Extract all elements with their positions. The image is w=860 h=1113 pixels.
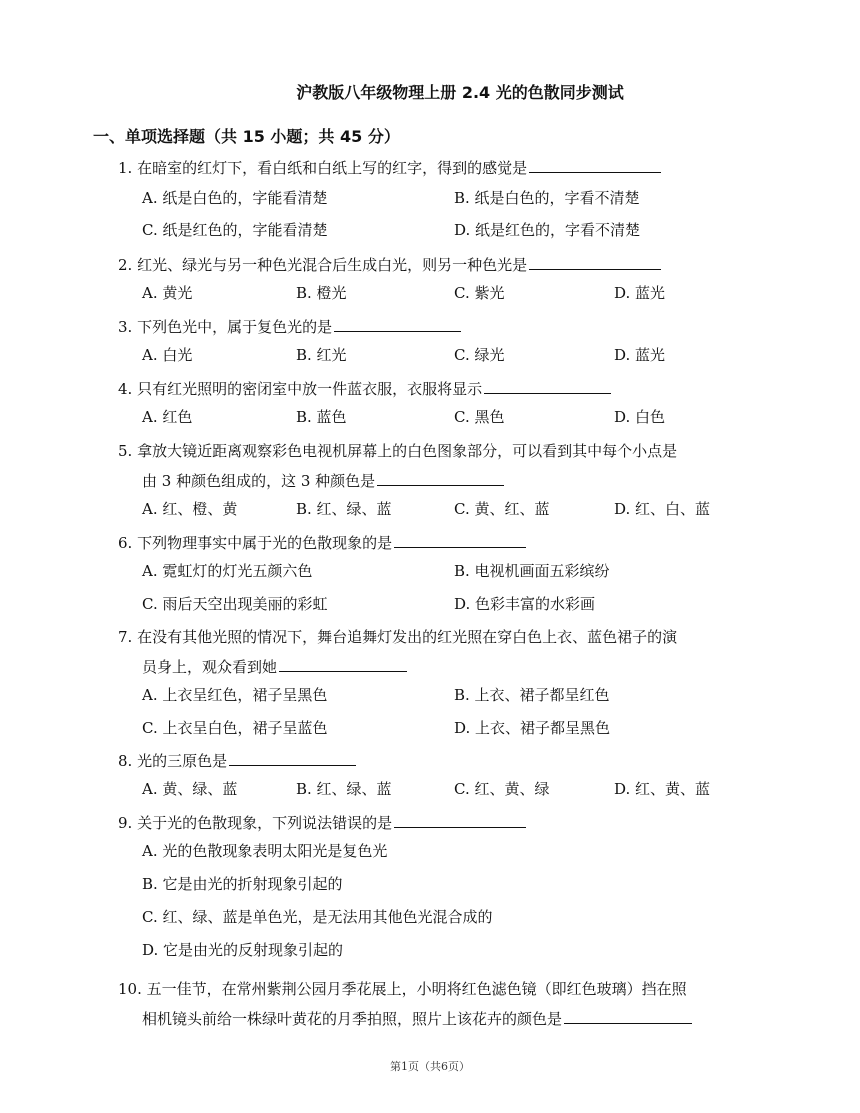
option-c: C. 纸是红色的，字能看清楚 (142, 221, 328, 239)
option-c: C. 雨后天空出现美丽的彩虹 (142, 595, 328, 613)
option-d: D. 纸是红色的，字看不清楚 (454, 221, 641, 239)
question-text: 在没有其他光照的情况下，舞台追舞灯发出的红光照在穿白色上衣、蓝色裙子的演 (137, 628, 678, 646)
question-text-continued: 相机镜头前给一株绿叶黄花的月季拍照，照片上该花卉的颜色是 (142, 1010, 563, 1028)
option-b: B. 电视机画面五彩缤纷 (454, 562, 610, 580)
question-text: 下列物理事实中属于光的色散现象的是 (137, 534, 393, 552)
section-heading: 一、单项选择题（共 15 小题；共 45 分） (93, 127, 400, 146)
question-number: 1. (118, 159, 133, 177)
option-b: B. 红光 (296, 346, 347, 364)
option-d: D. 蓝光 (614, 346, 666, 364)
question-9 (118, 808, 768, 838)
question-number: 4. (118, 380, 133, 398)
question-number: 7. (118, 628, 133, 646)
question-number: 3. (118, 318, 133, 336)
question-1 (118, 153, 768, 183)
question-number: 6. (118, 534, 133, 552)
options-5 (142, 498, 782, 520)
question-10 (118, 974, 768, 1004)
question-4 (118, 374, 768, 404)
question-5 (118, 436, 768, 466)
question-text-continued: 员身上，观众看到她 (142, 658, 278, 676)
question-number: 9. (118, 814, 133, 832)
option-a: A. 纸是白色的，字能看清楚 (142, 189, 328, 207)
options-3 (142, 344, 782, 366)
option-b: B. 红、绿、蓝 (296, 500, 392, 518)
answer-blank (377, 467, 504, 486)
question-8 (118, 746, 768, 776)
question-7-line-2 (142, 652, 762, 682)
options-1 (142, 187, 782, 247)
question-text: 光的三原色是 (137, 752, 228, 770)
option-a: A. 黄、绿、蓝 (142, 780, 238, 798)
options-9 (142, 840, 782, 970)
options-4 (142, 406, 782, 428)
options-7 (142, 684, 782, 744)
option-b: B. 上衣、裙子都呈红色 (454, 686, 610, 704)
question-text: 只有红光照明的密闭室中放一件蓝衣服，衣服将显示 (137, 380, 483, 398)
question-text: 关于光的色散现象，下列说法错误的是 (137, 814, 393, 832)
question-10-line-2 (142, 1004, 762, 1034)
option-a: A. 上衣呈红色，裙子呈黑色 (142, 686, 328, 704)
question-number: 2. (118, 256, 133, 274)
option-c: C. 红、绿、蓝是单色光，是无法用其他色光混合成的 (142, 908, 493, 926)
question-2 (118, 250, 768, 280)
question-7 (118, 622, 768, 652)
question-text-continued: 由 3 种颜色组成的，这 3 种颜色是 (142, 472, 376, 490)
answer-blank (484, 375, 611, 394)
page-title: 沪教版八年级物理上册 2.4 光的色散同步测试 (296, 83, 624, 102)
option-b: B. 红、绿、蓝 (296, 780, 392, 798)
question-6 (118, 528, 768, 558)
option-b: B. 它是由光的折射现象引起的 (142, 875, 343, 893)
answer-blank (279, 653, 407, 672)
option-c: C. 紫光 (454, 284, 505, 302)
question-number: 10. (118, 980, 142, 998)
option-d: D. 色彩丰富的水彩画 (454, 595, 596, 613)
option-b: B. 橙光 (296, 284, 347, 302)
question-text: 下列色光中，属于复色光的是 (137, 318, 333, 336)
option-c: C. 绿光 (454, 346, 505, 364)
question-text: 红光、绿光与另一种色光混合后生成白光，则另一种色光是 (137, 256, 528, 274)
option-c: C. 上衣呈白色，裙子呈蓝色 (142, 719, 328, 737)
question-text: 拿放大镜近距离观察彩色电视机屏幕上的白色图象部分，可以看到其中每个小点是 (137, 442, 678, 460)
option-d: D. 上衣、裙子都呈黑色 (454, 719, 611, 737)
option-d: D. 红、白、蓝 (614, 500, 711, 518)
answer-blank (529, 251, 661, 270)
option-b: B. 蓝色 (296, 408, 347, 426)
answer-blank (394, 809, 526, 828)
option-c: C. 黑色 (454, 408, 505, 426)
option-c: C. 黄、红、蓝 (454, 500, 550, 518)
option-a: A. 红、橙、黄 (142, 500, 238, 518)
options-2 (142, 282, 782, 304)
answer-blank (529, 154, 661, 173)
options-8 (142, 778, 782, 800)
page-footer: 第1页（共6页） (390, 1060, 470, 1073)
answer-blank (334, 313, 461, 332)
question-number: 5. (118, 442, 133, 460)
question-text: 五一佳节，在常州紫荆公园月季花展上，小明将红色滤色镜（即红色玻璃）挡在照 (146, 980, 687, 998)
option-c: C. 红、黄、绿 (454, 780, 550, 798)
answer-blank (564, 1005, 692, 1024)
option-d: D. 蓝光 (614, 284, 666, 302)
option-a: A. 黄光 (142, 284, 193, 302)
answer-blank (229, 747, 356, 766)
option-d: D. 白色 (614, 408, 666, 426)
option-d: D. 它是由光的反射现象引起的 (142, 941, 344, 959)
question-number: 8. (118, 752, 133, 770)
option-a: A. 白光 (142, 346, 193, 364)
option-b: B. 纸是白色的，字看不清楚 (454, 189, 640, 207)
option-a: A. 红色 (142, 408, 193, 426)
option-a: A. 霓虹灯的灯光五颜六色 (142, 562, 313, 580)
answer-blank (394, 529, 526, 548)
option-a: A. 光的色散现象表明太阳光是复色光 (142, 842, 388, 860)
question-5-line-2 (142, 466, 762, 496)
question-3 (118, 312, 768, 342)
question-text: 在暗室的红灯下，看白纸和白纸上写的红字，得到的感觉是 (137, 159, 528, 177)
option-d: D. 红、黄、蓝 (614, 780, 711, 798)
options-6 (142, 560, 782, 620)
